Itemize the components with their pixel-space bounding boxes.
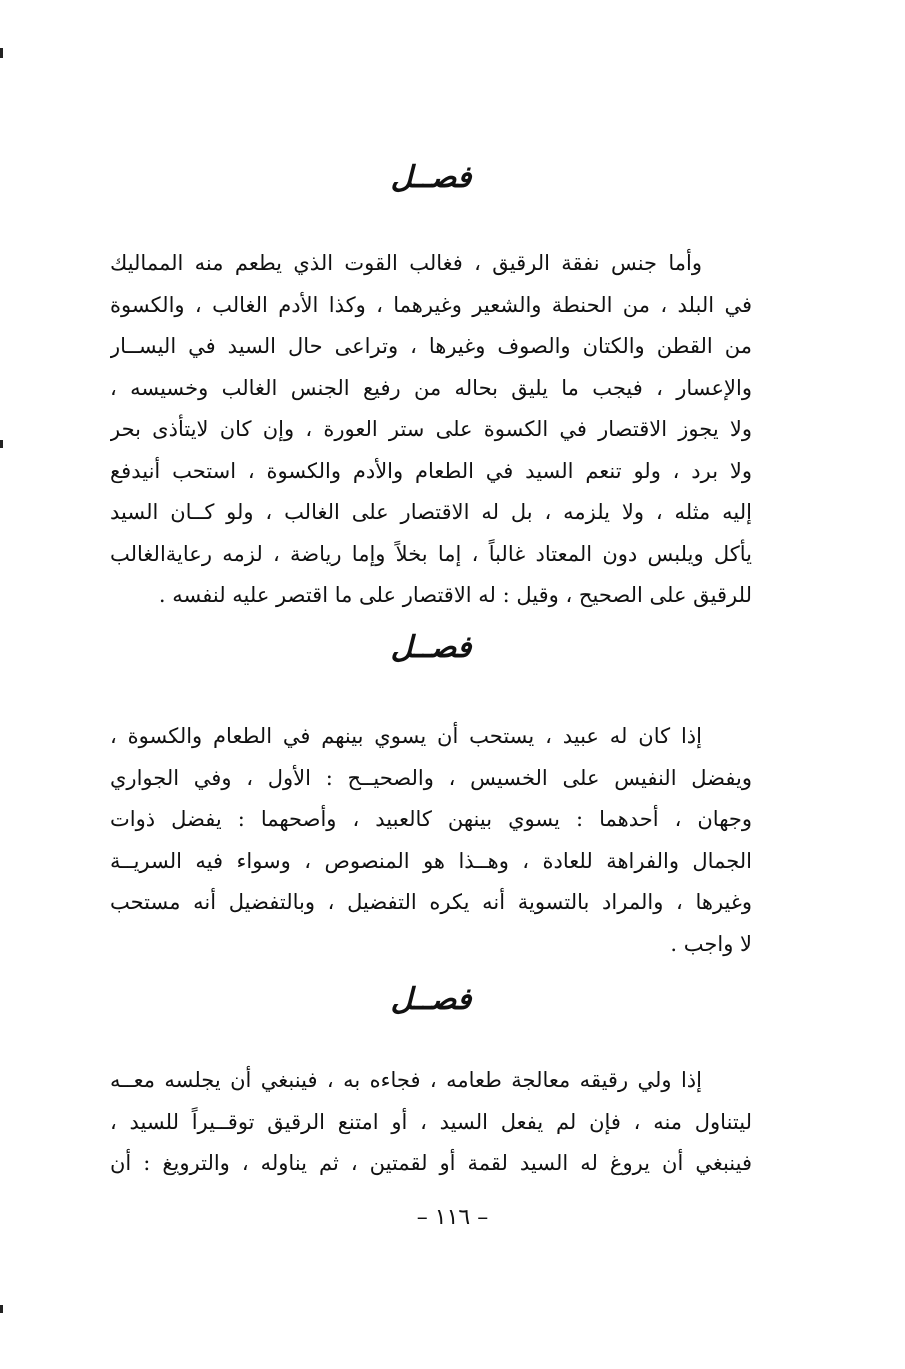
section-3: [110, 980, 752, 1185]
section-heading: فصــل: [390, 982, 472, 1017]
section-2: [110, 628, 752, 965]
paragraph-line: يأكل ويلبس دون المعتاد غالباً ، إما بخلاً وإما رياضة ، لزمه رعايةالغالب: [110, 541, 752, 566]
section-heading: فصــل: [390, 160, 472, 195]
paragraph-line: للرقيق على الصحيح ، وقيل : له الاقتصار على ما اقتصر عليه لنفسه .: [158, 583, 752, 607]
scan-edge-mark: [0, 48, 3, 58]
scan-edge-mark: [0, 1305, 3, 1313]
paragraph-line: لا واجب .: [670, 931, 752, 956]
paragraph-line: ليتناول منه ، فإن لم يفعل السيد ، أو امتنع الرقيق توقــيراً للسيد ،: [110, 1109, 752, 1134]
paragraph-line: إذا ولي رقيقه معالجة طعامه ، فجاءه به ، فينبغي أن يجلسه معــه: [110, 1068, 702, 1092]
section-body: [110, 1060, 752, 1185]
section-body: [110, 243, 752, 617]
paragraph-line: ولا برد ، ولو تنعم السيد في الطعام والأدم والكسوة ، استحب أنيدفع: [110, 458, 752, 483]
scan-edge-mark: [0, 440, 3, 448]
section-1: [110, 158, 752, 617]
paragraph-line: والإعسار ، فيجب ما يليق بحاله من رفيع الجنس الغالب وخسيسه ،: [110, 375, 752, 400]
paragraph-line: ويفضل النفيس على الخسيس ، والصحيــح : الأول ، وفي الجواري: [110, 765, 752, 790]
paragraph-line: في البلد ، من الحنطة والشعير وغيرهما ، وكذا الأدم الغالب ، والكسوة: [110, 292, 752, 317]
paragraph-line: من القطن والكتان والصوف وغيرها ، وتراعى حال السيد في اليســار: [110, 334, 752, 358]
paragraph-line: إليه مثله ، ولا يلزمه ، بل له الاقتصار على الغالب ، ولو كــان السيد: [110, 500, 752, 524]
paragraph-line: وغيرها ، والمراد بالتسوية أنه يكره التفضيل ، وبالتفضيل أنه مستحب: [110, 890, 752, 914]
paragraph-line: إذا كان له عبيد ، يستحب أن يسوي بينهم في الطعام والكسوة ،: [110, 724, 702, 748]
paragraph-line: ولا يجوز الاقتصار في الكسوة على ستر العورة ، وإن كان لايتأذى بحر: [110, 417, 752, 441]
paragraph-line: وجهان ، أحدهما : يسوي بينهن كالعبيد ، وأصحهما : يفضل ذوات: [110, 807, 752, 831]
paragraph-line: فينبغي أن يروغ له السيد لقمة أو لقمتين ، ثم يناوله ، والترويغ : أن: [110, 1151, 752, 1175]
section-body: [110, 716, 752, 965]
paragraph-line: وأما جنس نفقة الرقيق ، فغالب القوت الذي يطعم منه المماليك: [110, 251, 702, 275]
section-heading: فصــل: [390, 630, 472, 665]
page-number: – ١١٦ –: [416, 1205, 489, 1230]
paragraph-line: الجمال والفراهة للعادة ، وهــذا هو المنصوص ، وسواء فيه السريــة: [110, 848, 752, 873]
